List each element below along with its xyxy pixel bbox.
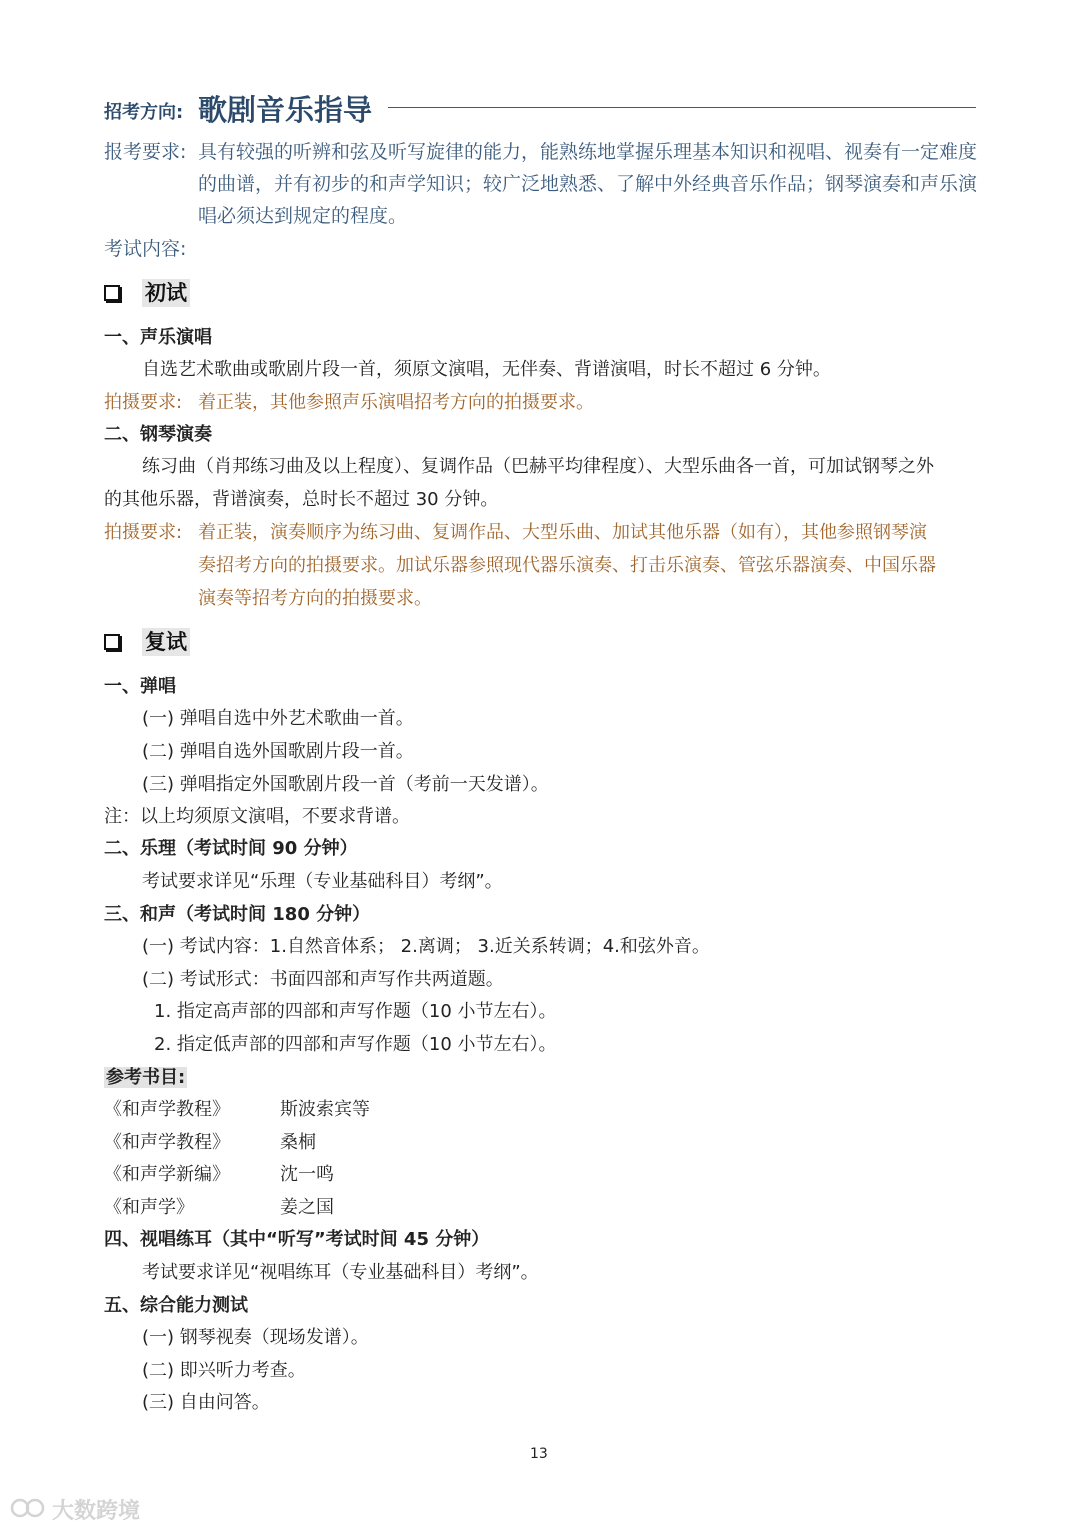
ear-training-text: 考试要求详见“视唱练耳（专业基础科目）考纲”。 bbox=[142, 1262, 539, 1283]
comprehensive-item-3: (三) 自由问答。 bbox=[142, 1392, 270, 1413]
watermark: 大数跨境 bbox=[52, 1499, 141, 1524]
piano-photo-label: 拍摄要求: bbox=[104, 522, 183, 543]
vocal-text: 自选艺术歌曲或歌剧片段一首，须原文演唱，无伴奏、背谱演唱，时长不超过 6 分钟。 bbox=[142, 359, 831, 380]
watermark-logo-icon bbox=[10, 1496, 50, 1520]
sing-play-item-2: (二) 弹唱自选外国歌剧片段一首。 bbox=[142, 741, 414, 762]
harmony-item-1: (一) 考试内容：1.自然音体系； 2.离调； 3.近关系转调；4.和弦外音。 bbox=[142, 936, 710, 957]
reference-title: 《和声学》 bbox=[104, 1197, 194, 1218]
comprehensive-item-1: (一) 钢琴视奏（现场发谱）。 bbox=[142, 1327, 369, 1348]
piano-line-1: 练习曲（肖邦练习曲及以上程度）、复调作品（巴赫平均律程度）、大型乐曲各一首，可加试钢琴之外 bbox=[142, 456, 934, 477]
requirements-line-3: 唱必须达到规定的程度。 bbox=[198, 205, 408, 227]
exam-content-label: 考试内容: bbox=[104, 238, 187, 260]
piano-photo-line-3: 演奏等招考方向的拍摄要求。 bbox=[198, 588, 432, 609]
heading-vocal: 一、声乐演唱 bbox=[104, 327, 212, 348]
reference-author: 桑桐 bbox=[280, 1132, 316, 1153]
section-title-retest: 复试 bbox=[142, 628, 190, 656]
heading-piano: 二、钢琴演奏 bbox=[104, 424, 212, 445]
title-rule bbox=[388, 107, 976, 108]
requirements-line-2: 的曲谱，并有初步的和声学知识；较广泛地熟悉、了解中外经典音乐作品；钢琴演奏和声乐演 bbox=[198, 173, 978, 195]
vocal-photo-text: 着正装，其他参照声乐演唱招考方向的拍摄要求。 bbox=[198, 392, 594, 413]
requirements-label: 报考要求: bbox=[104, 141, 187, 163]
requirements-line-1: 具有较强的听辨和弦及听写旋律的能力，能熟练地掌握乐理基本知识和视唱、视奏有一定难度 bbox=[198, 141, 978, 163]
heading-harmony: 三、和声（考试时间 180 分钟） bbox=[104, 904, 371, 925]
direction-label: 招考方向: bbox=[104, 102, 184, 123]
harmony-sub-item-2: 2. 指定低声部的四部和声写作题（10 小节左右）。 bbox=[154, 1034, 557, 1055]
sing-play-item-1: (一) 弹唱自选中外艺术歌曲一首。 bbox=[142, 708, 414, 729]
reference-title: 《和声学新编》 bbox=[104, 1164, 230, 1185]
sing-play-note: 注：以上均须原文演唱，不要求背谱。 bbox=[104, 806, 410, 827]
heading-ear-training: 四、视唱练耳（其中“听写”考试时间 45 分钟） bbox=[104, 1229, 490, 1250]
piano-photo-line-2: 奏招考方向的拍摄要求。加试乐器参照现代器乐演奏、打击乐演奏、管弦乐器演奏、中国乐器 bbox=[198, 555, 936, 576]
reference-author: 斯波索宾等 bbox=[280, 1099, 370, 1120]
theory-text: 考试要求详见“乐理（专业基础科目）考纲”。 bbox=[142, 871, 503, 892]
heading-comprehensive: 五、综合能力测试 bbox=[104, 1295, 248, 1316]
reference-title: 《和声学教程》 bbox=[104, 1132, 230, 1153]
harmony-sub-item-1: 1. 指定高声部的四部和声写作题（10 小节左右）。 bbox=[154, 1001, 557, 1022]
direction-title: 歌剧音乐指导 bbox=[198, 93, 373, 127]
checkbox-icon bbox=[104, 634, 120, 650]
references-label: 参考书目: bbox=[106, 1067, 186, 1088]
checkbox-icon bbox=[104, 285, 120, 301]
sing-play-item-3: (三) 弹唱指定外国歌剧片段一首（考前一天发谱）。 bbox=[142, 774, 549, 795]
reference-author: 沈一鸣 bbox=[280, 1164, 334, 1185]
vocal-photo-label: 拍摄要求: bbox=[104, 392, 183, 413]
heading-sing-play: 一、弹唱 bbox=[104, 676, 176, 697]
harmony-item-2: (二) 考试形式：书面四部和声写作共两道题。 bbox=[142, 969, 504, 990]
reference-author: 姜之国 bbox=[280, 1197, 334, 1218]
comprehensive-item-2: (二) 即兴听力考查。 bbox=[142, 1360, 306, 1381]
piano-line-2: 的其他乐器，背谱演奏，总时长不超过 30 分钟。 bbox=[104, 489, 499, 510]
reference-title: 《和声学教程》 bbox=[104, 1099, 230, 1120]
heading-theory: 二、乐理（考试时间 90 分钟） bbox=[104, 838, 358, 859]
piano-photo-line-1: 着正装，演奏顺序为练习曲、复调作品、大型乐曲、加试其他乐器（如有），其他参照钢琴演 bbox=[198, 522, 927, 543]
page-number: 13 bbox=[530, 1446, 548, 1462]
section-title-preliminary: 初试 bbox=[142, 279, 190, 307]
